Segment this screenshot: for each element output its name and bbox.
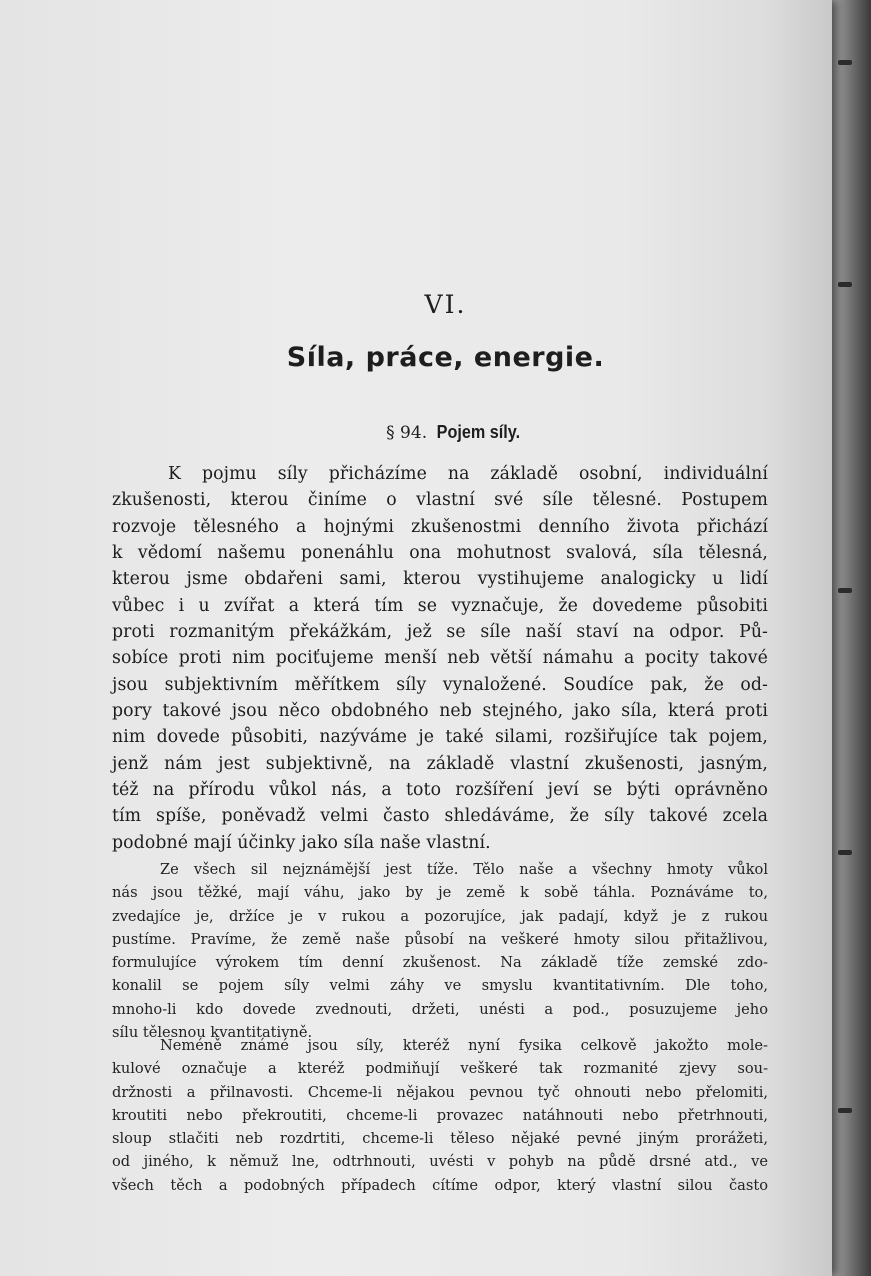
section-number: § 94. [386, 423, 428, 443]
main-paragraph-line: kterou jsme obdařeni sami, kterou vystihujeme analogicky u lidí [112, 569, 768, 590]
small-paragraph-line: od jiného, k němuž lne, odtrhnouti, uvésti v pohyb na půdě drsné atd., ve [112, 1153, 768, 1171]
main-paragraph-line: vůbec i u zvířat a která tím se vyznačuje, že dovedeme působiti [112, 595, 768, 616]
small-paragraph-line: všech těch a podobných případech cítíme odpor, který vlastní silou často [112, 1176, 768, 1194]
small-paragraph-molecular [112, 1034, 768, 1197]
main-paragraph-line: k vědomí našemu ponenáhlu ona mohutnost svalová, síla tělesná, [112, 543, 768, 564]
small-paragraph-line: mnoho-li kdo dovede zvednouti, držeti, unésti a pod., posuzujeme jeho [112, 1000, 768, 1018]
main-paragraph-line: K pojmu síly přicházíme na základě osobní, individuální [168, 464, 768, 484]
small-paragraph-gravity [112, 858, 768, 1044]
main-paragraph-line: podobné mají účinky jako síla naše vlastní. [112, 832, 491, 853]
small-paragraph-line: držnosti a přilnavosti. Chceme-li nějakou pevnou tyč ohnouti nebo přelomiti, [112, 1083, 768, 1101]
small-paragraph-line: zvedajíce je, držíce je v rukou a pozorujíce, jak padají, když je z rukou [112, 907, 768, 925]
main-paragraph-line: jenž nám jest subjektivně, na základě vlastní zkušenosti, jasným, [112, 753, 768, 774]
chapter-title: Síla, práce, energie. [286, 342, 605, 373]
main-paragraph-line: tím spíše, poněvadž velmi často shledáváme, že síly takové zcela [112, 806, 768, 827]
binding-thread-mark [838, 588, 852, 593]
small-paragraph-line: kulové označuje a kteréž podmiňují veškeré tak rozmanité zjevy sou- [112, 1060, 768, 1078]
small-paragraph-line: sílu tělesnou kvantitativně. [112, 1023, 313, 1041]
small-paragraph-line: konalil se pojem síly velmi záhy ve smyslu kvantitativním. Dle toho, [112, 977, 768, 995]
main-paragraph-line: zkušenosti, kterou činíme o vlastní své síle tělesné. Postupem [112, 490, 768, 511]
main-paragraph-line: proti rozmanitým překážkám, jež se síle naší staví na odpor. Pů- [112, 622, 768, 643]
small-paragraph-line: sloup stlačiti neb rozdrtiti, chceme-li těleso nějaké pevné jiným prorážeti, [112, 1130, 768, 1147]
section-title: Pojem síly. [436, 422, 521, 442]
small-paragraph-line: Ze všech sil nejznámější jest tíže. Tělo naše a všechny hmoty vůkol [160, 861, 768, 878]
binding-thread-mark [838, 282, 852, 287]
section-heading [20, 422, 871, 443]
main-paragraph-line: též na přírodu vůkol nás, a toto rozšíření jeví se býti oprávněno [112, 780, 768, 801]
small-paragraph-line: pustíme. Pravíme, že země naše působí na veškeré hmoty silou přitažlivou, [112, 930, 768, 948]
main-paragraph-line: sobíce proti nim pociťujeme menší neb větší námahu a pocity takové [112, 648, 768, 669]
main-paragraph [112, 461, 768, 856]
small-paragraph-line: Neméně známé jsou síly, kteréž nyní fysika celkově jakožto mole- [160, 1037, 768, 1054]
binding-thread-mark [838, 850, 852, 855]
small-paragraph-line: formulujíce výrokem tím denní zkušenost. Na základě tíže zemské zdo- [112, 954, 768, 971]
small-paragraph-line: kroutiti nebo překroutiti, chceme-li provazec natáhnouti nebo přetrhnouti, [112, 1106, 768, 1124]
main-paragraph-line: jsou subjektivním měřítkem síly vynaložené. Soudíce pak, že od- [112, 674, 768, 695]
main-paragraph-line: rozvoje tělesného a hojnými zkušenostmi denního života přichází [112, 516, 768, 537]
main-paragraph-line: pory takové jsou něco obdobného neb stejného, jako síla, která proti [112, 701, 768, 722]
binding-thread-mark [838, 1108, 852, 1113]
small-paragraph-line: nás jsou těžké, mají váhu, jako by je země k sobě táhla. Poznáváme to, [112, 884, 768, 902]
binding-thread-mark [838, 60, 852, 65]
main-paragraph-line: nim dovede působiti, nazýváme je také silami, rozšiřujíce tak pojem, [112, 727, 768, 748]
chapter-number: VI. [424, 290, 467, 319]
